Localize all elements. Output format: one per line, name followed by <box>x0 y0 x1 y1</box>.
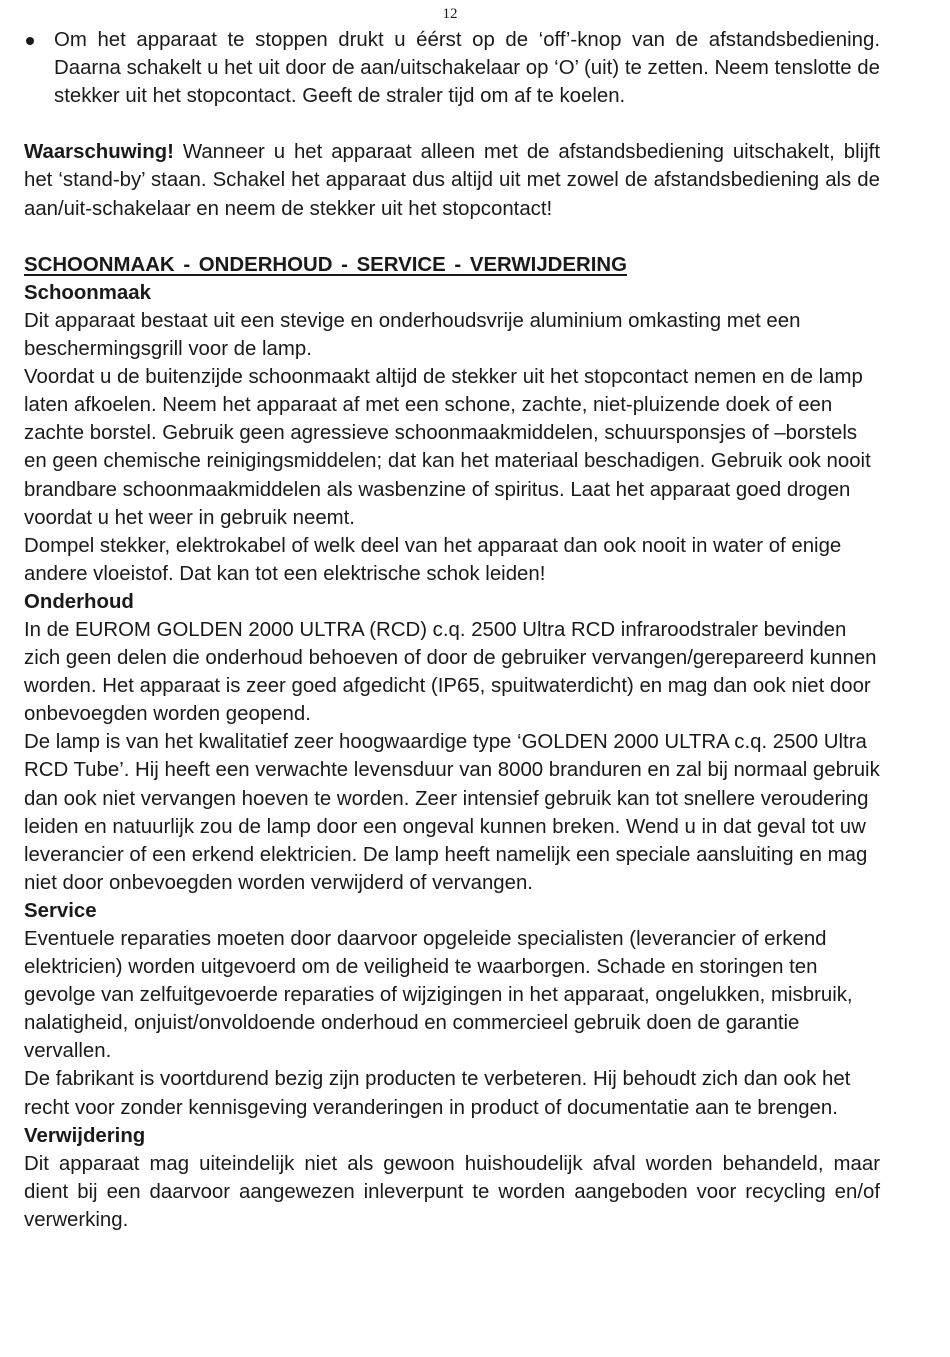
heading-verwijdering: Verwijdering <box>24 1124 146 1147</box>
bullet-dot-icon <box>26 37 34 45</box>
paragraph-gap <box>24 110 880 138</box>
heading-onderhoud: Onderhoud <box>24 590 134 613</box>
heading-schoonmaak: Schoonmaak <box>24 281 151 304</box>
page-number: 12 <box>442 6 458 22</box>
section-title: SCHOONMAAK - ONDERHOUD - SERVICE - VERWIJDERING <box>24 253 627 276</box>
bullet-item-stop-instructions <box>24 26 880 110</box>
warning-text: Wanneer u het apparaat alleen met de afstandsbediening uitschakelt, blijft het ‘stand-by’ staan. Schakel het apparaat dus altijd uit met zowel de afstandsbediening als de aan/uit-schakelaar en neem de stekker uit het stopcontact! <box>24 141 880 220</box>
warning-label: Waarschuwing! <box>24 141 174 164</box>
bullet-text: Om het apparaat te stoppen drukt u éérst op de ‘off’-knop van de afstandsbediening. Daarna schakelt u het uit door de aan/uitschakelaar op ‘O’ (uit) te zetten. Neem tenslotte de stekker uit het stopcontact. Geeft de straler tijd om af te koelen. <box>54 29 880 108</box>
schoonmaak-paragraph-2: Voordat u de buitenzijde schoonmaakt altijd de stekker uit het stopcontact nemen en de lamp laten afkoelen. Neem het apparaat af met een schone, zachte, niet-pluizende doek of een zachte borstel. Gebruik geen agressieve schoonmaakmiddelen, schuursponsjes of –borstels en geen chemische reinigingsmiddelen; dat kan het materiaal beschadigen. Gebruik ook nooit brandbare schoonmaakmiddelen als wasbenzine of spiritus. Laat het apparaat goed drogen voordat u het weer in gebruik neemt. <box>24 366 871 529</box>
warning-paragraph <box>24 138 880 222</box>
onderhoud-paragraph-2: De lamp is van het kwalitatief zeer hoogwaardige type ‘GOLDEN 2000 ULTRA c.q. 2500 Ultra RCD Tube’. Hij heeft een verwachte levensduur van 8000 branduren en zal bij normaal gebruik dan ook niet vervangen hoeven te worden. Zeer intensief gebruik kan tot snellere veroudering leiden en natuurlijk zou de lamp door een ongeval kunnen breken. Wend u in dat geval tot uw leverancier of een erkend elektricien. De lamp heeft namelijk een speciale aansluiting en mag niet door onbevoegden worden verwijderd of vervangen. <box>24 731 880 894</box>
service-paragraph-2: De fabrikant is voortdurend bezig zijn producten te verbeteren. Hij behoudt zich dan ook het recht voor zonder kennisgeving veranderingen in product of documentatie aan te brengen. <box>24 1068 851 1119</box>
heading-service: Service <box>24 899 97 922</box>
verwijdering-paragraph-1: Dit apparaat mag uiteindelijk niet als gewoon huishoudelijk afval worden behandeld, maar dient bij een daarvoor aangewezen inleverpunt te worden aangeboden voor recycling en/of verwerking. <box>24 1152 880 1231</box>
schoonmaak-paragraph-3: Dompel stekker, elektrokabel of welk deel van het apparaat dan ook nooit in water of enige andere vloeistof. Dat kan tot een elektrische schok leiden! <box>24 534 842 585</box>
document-body <box>24 26 880 1234</box>
service-paragraph-1: Eventuele reparaties moeten door daarvoor opgeleide specialisten (leverancier of erkend elektricien) worden uitgevoerd om de veiligheid te waarborgen. Schade en storingen ten gevolge van zelfuitgevoerde reparaties of wijzigingen in het apparaat, ongelukken, misbruik, nalatigheid, onjuist/onvoldoende onderhoud en commercieel gebruik doen de garantie vervallen. <box>24 928 853 1063</box>
schoonmaak-paragraph-1: Dit apparaat bestaat uit een stevige en onderhoudsvrije aluminium omkasting met een beschermingsgrill voor de lamp. <box>24 309 801 361</box>
paragraph-gap <box>24 223 880 251</box>
onderhoud-paragraph-1: In de EUROM GOLDEN 2000 ULTRA (RCD) c.q. 2500 Ultra RCD infraroodstraler bevinden zich geen delen die onderhoud behoeven of door de gebruiker vervangen/gerepareerd kunnen worden. Het apparaat is zeer goed afgedicht (IP65, spuitwaterdicht) en mag dan ook niet door onbevoegden worden geopend. <box>24 618 877 726</box>
